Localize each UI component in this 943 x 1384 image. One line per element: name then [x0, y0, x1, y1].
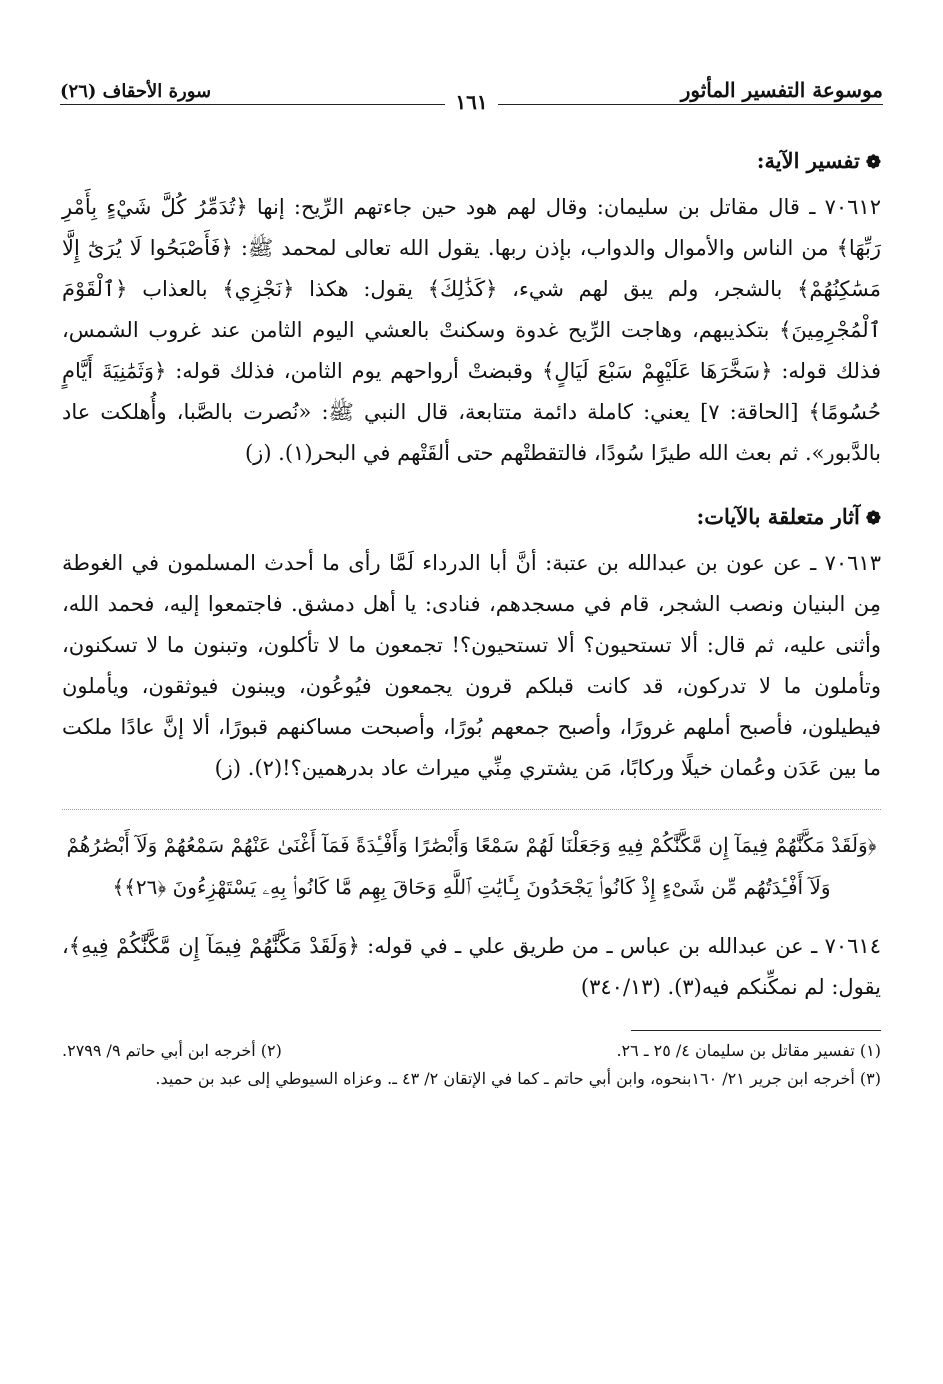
- flower-ornament-icon: ❁: [865, 508, 881, 529]
- section-heading-athar: [62, 496, 881, 539]
- quran-verse: ﴿وَلَقَدْ مَكَّنَّٰهُمْ فِيمَآ إِن مَّكَّنَّٰكُمْ فِيهِ وَجَعَلْنَا لَهُمْ سَمْعًا وَأَبْصَٰرًا وَأَفْـِٔدَةً فَمَآ أَغْنَىٰ عَنْهُمْ سَمْعُهُمْ وَلَآ أَبْصَٰرُهُمْ وَلَآ أَفْـِٔدَتُهُم مِّن شَىْءٍ إِذْ كَانُوا۟ يَجْحَدُونَ بِـَٔايَٰتِ ٱللَّهِ وَحَاقَ بِهِم مَّا كَانُوا۟ بِهِۦ يَسْتَهْزِءُونَ ﴿٢٦﴾﴾: [62, 809, 881, 908]
- footnote-row: [62, 1037, 881, 1065]
- footnote-2: (٢) أخرجه ابن أبي حاتم ٩/ ٢٧٩٩.: [62, 1041, 282, 1060]
- surah-title: سورة الأحقاف (٢٦): [60, 81, 212, 102]
- page-number-wrap: [0, 90, 943, 114]
- section-title: آثار متعلقة بالآيات:: [696, 504, 860, 529]
- spacer: [62, 474, 881, 496]
- paragraph-70614: ٧٠٦١٤ ـ عن عبدالله بن عباس ـ من طريق علي ـ في قوله: ﴿وَلَقَدْ مَكَّنَّٰهُمْ فِيمَآ إِن مَّكَّنَّٰكُمْ فِيهِ﴾، يقول: لم نمكِّنكم فيه(٣). (٣٤٠/١٣): [62, 934, 881, 999]
- footnote-3: (٣) أخرجه ابن جرير ٢١/ ١٦٠بنحوه، وابن أبي حاتم ـ كما في الإتقان ٢/ ٤٣ ـ. وعزاه السيوطي إلى عبد بن حميد.: [155, 1069, 881, 1088]
- book-title: موسوعة التفسير المأثور: [680, 78, 883, 102]
- page-content: [62, 140, 881, 1093]
- paragraph-70612: ٧٠٦١٢ ـ قال مقاتل بن سليمان: وقال لهم هود حين جاءتهم الرِّيح: إنها ﴿تُدَمِّرُ كُلَّ شَيْءٍ بِأَمْرِ رَبِّهَا﴾ من الناس والأموال والدواب، بإذن ربها. يقول الله تعالى لمحمد ﷺ: ﴿فَأَصْبَحُوا لَا يُرَىٰٓ إِلَّا مَسَٰكِنُهُمْ﴾ بالشجر، ولم يبق لهم شيء، ﴿كَذَٰلِكَ﴾ يقول: هكذا ﴿نَجْزِي﴾ بالعذاب ﴿ٱلْقَوْمَ ٱلْمُجْرِمِينَ﴾ بتكذيبهم، وهاجت الرِّيح غدوة وسكنتْ بالعشي اليوم الثامن عند غروب الشمس، فذلك قوله: ﴿سَخَّرَهَا عَلَيْهِمْ سَبْعَ لَيَالٍ﴾ وقبضتْ أرواحهم يوم الثامن، فذلك قوله: ﴿وَثَمَٰنِيَةَ أَيَّامٍ حُسُومًا﴾ [الحاقة: ٧] يعني: كاملة دائمة متتابعة، قال النبي ﷺ: «نُصرت بالصَّبا، وأُهلكت عاد بالدَّبور». ثم بعث الله طيرًا سُودًا، فالتقطتْهم حتى ألقَتْهم في البحر(١). (ز): [62, 195, 881, 465]
- footnotes: [62, 1037, 881, 1093]
- page-number: ١٦١: [445, 90, 497, 114]
- paragraph-70613: ٧٠٦١٣ ـ عن عون بن عبدالله بن عتبة: أنَّ أبا الدرداء لَمَّا رأى ما أحدث المسلمون في الغوطة مِن البنيان ونصب الشجر، قام في مسجدهم، فنادى: يا أهل دمشق. فاجتمعوا إليه، فحمد الله، وأثنى عليه، ثم قال: ألا تستحيون؟ ألا تستحيون؟! تجمعون ما لا تأكلون، وتبنون ما لا تسكنون، وتأملون ما لا تدركون، قد كانت قبلكم قرون يجمعون فيُوعُون، ويبنون فيوثقون، ويأملون فيطيلون، فأصبح أملهم غرورًا، وأصبح جمعهم بُورًا، وأصبحت مساكنهم قبورًا، ألا إنَّ عادًا ملكت ما بين عَدَن وعُمان خيلًا وركابًا، مَن يشتري مِنِّي ميراث عاد بدرهمين؟!(٢). (ز): [62, 551, 881, 780]
- footnote-1: (١) تفسير مقاتل بن سليمان ٤/ ٢٥ ـ ٢٦.: [616, 1041, 881, 1060]
- section-heading-tafsir: [62, 140, 881, 183]
- section-title: تفسير الآية:: [756, 148, 860, 173]
- footnote-rule: [631, 1030, 881, 1031]
- flower-ornament-icon: ❁: [865, 152, 881, 173]
